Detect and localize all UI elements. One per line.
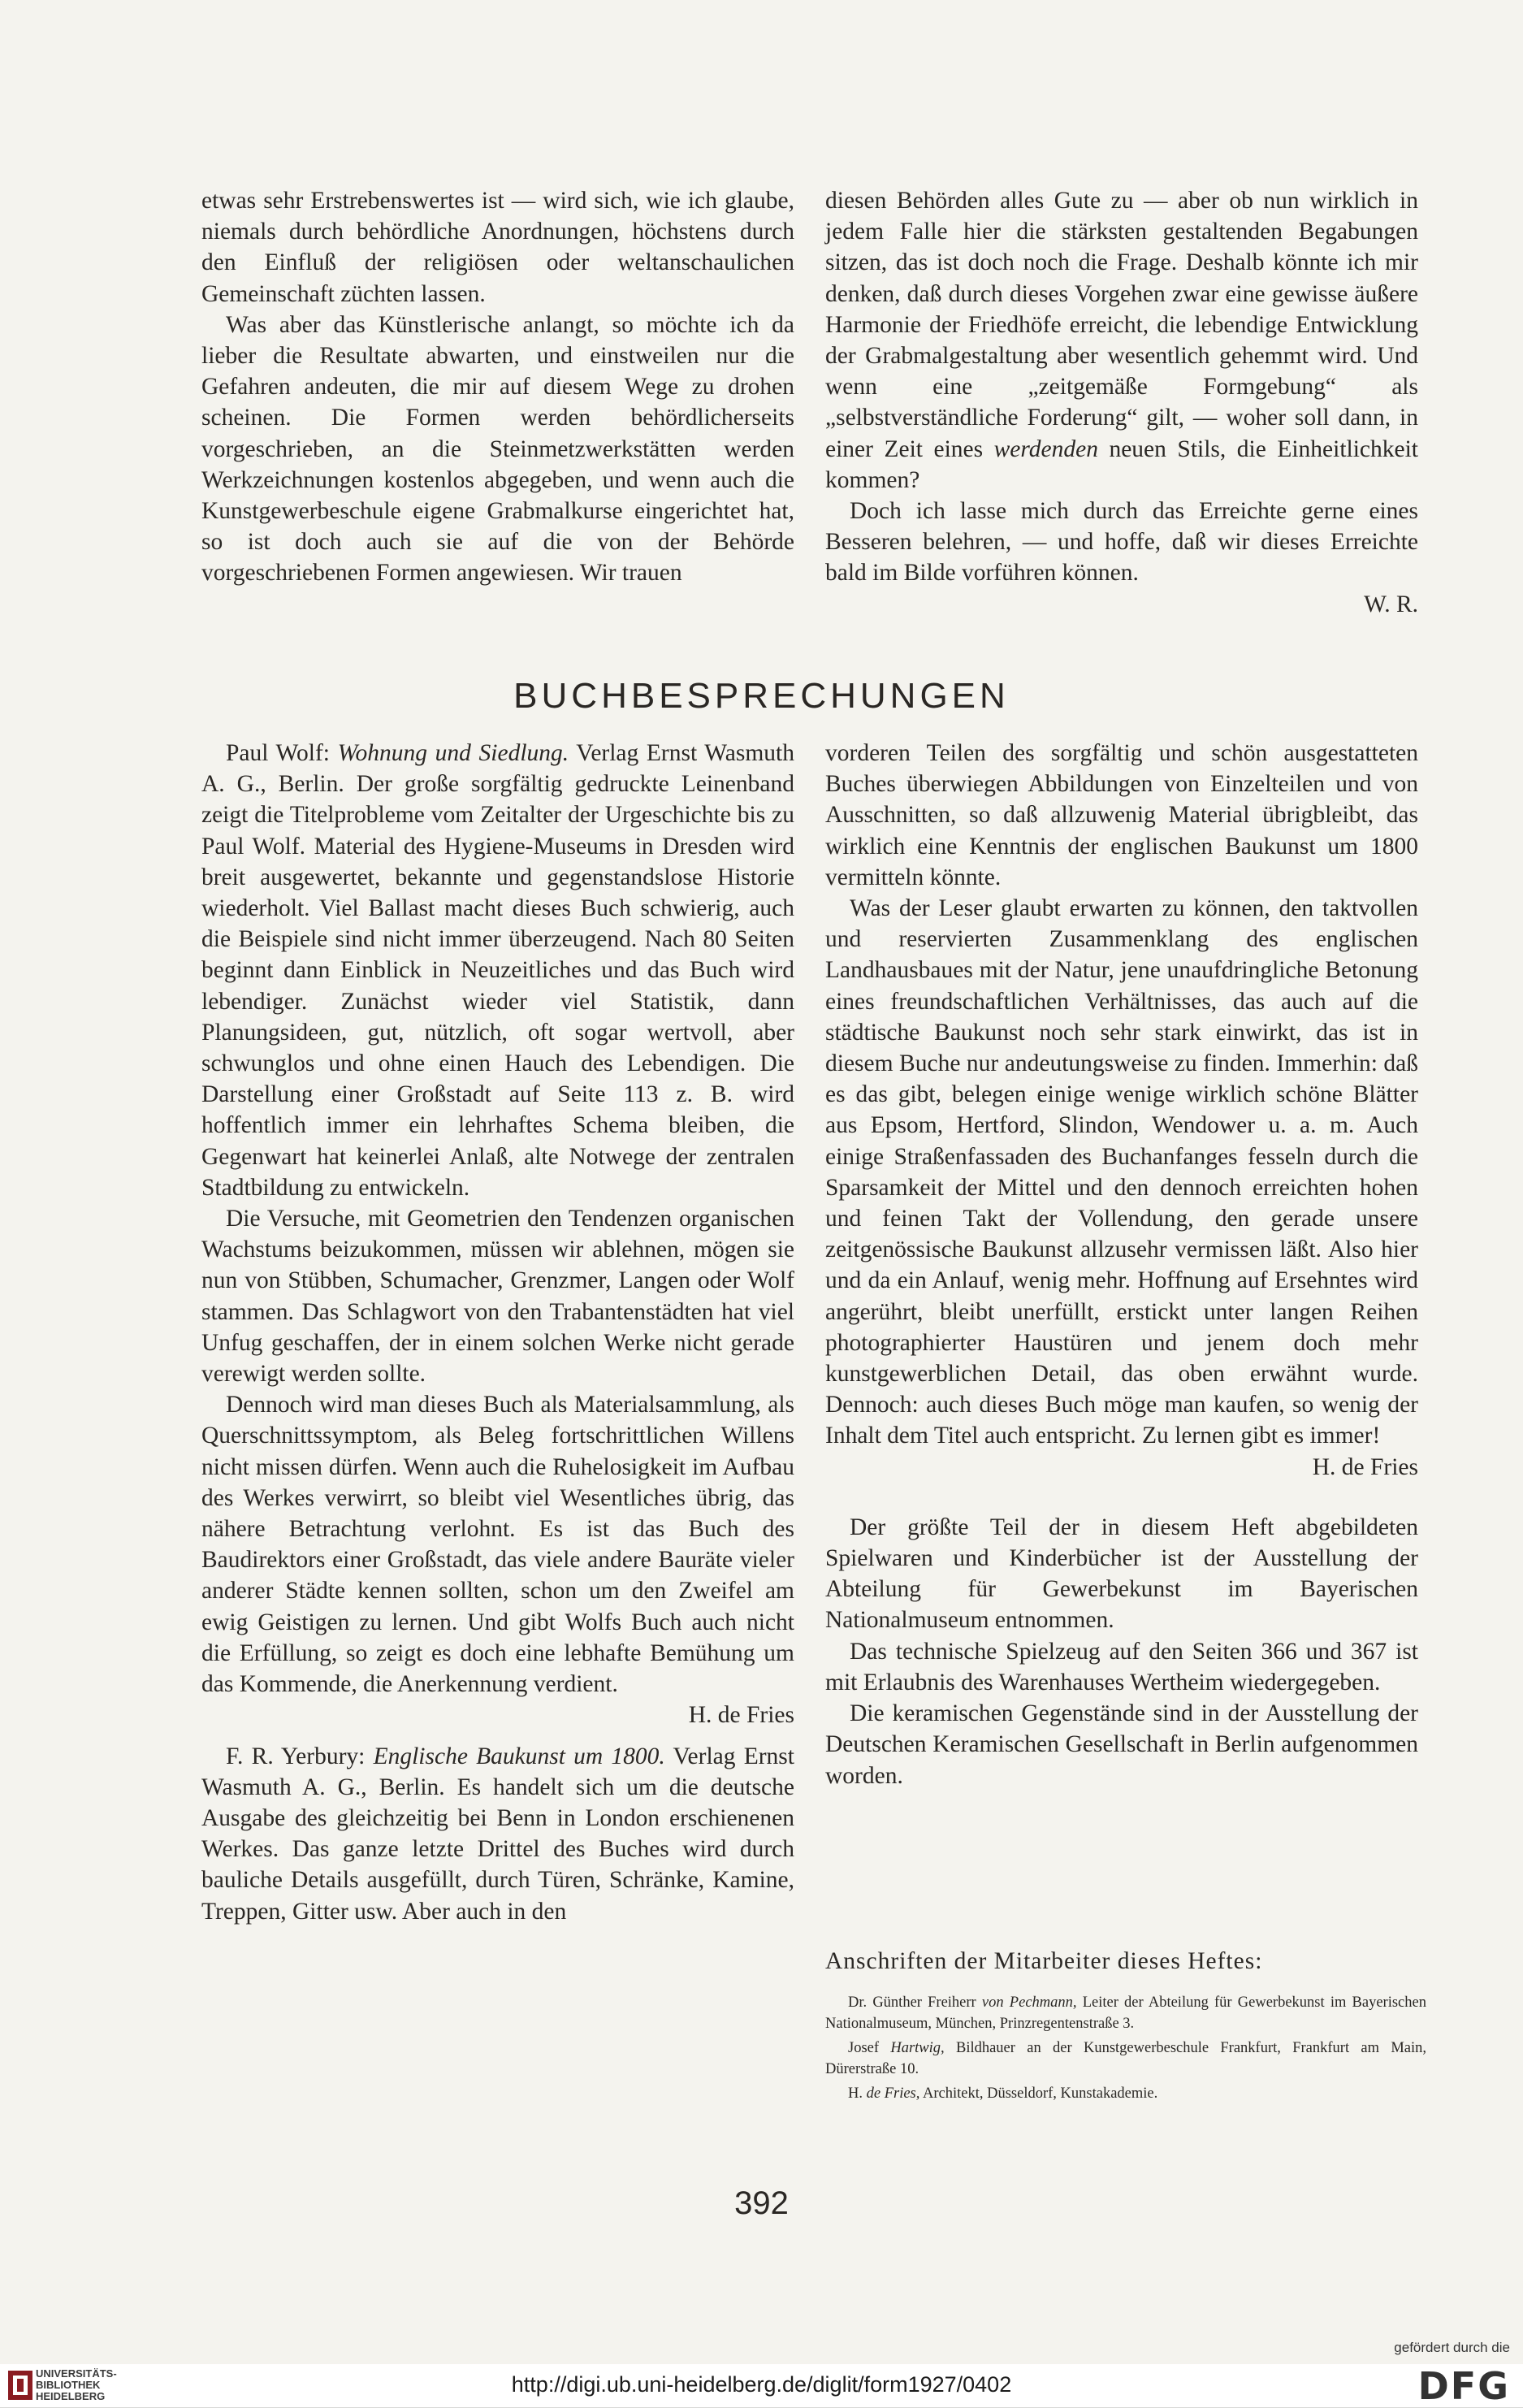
credit-entry: H. de Fries, Architekt, Düsseldorf, Kunstakademie. xyxy=(848,2085,1158,2102)
page-number: 392 xyxy=(734,2185,789,2221)
note-paragraph: Das technische Spielzeug auf den Seiten 366 und 367 ist mit Erlaubnis des Warenhauses Wertheim wiedergegeben. xyxy=(825,1638,1418,1696)
section-heading: BUCHBESPRECHUNGEN xyxy=(513,676,1010,716)
note-paragraph: Die keramischen Gegenstände sind in der Ausstellung der Deutschen Keramischen Gesellschaft in Berlin aufgenommen worden. xyxy=(825,1700,1418,1789)
review-paragraph: Paul Wolf: Wohnung und Siedlung. Verlag Ernst Wasmuth A. G., Berlin. Der große sorgfältig gedruckte Leinenband zeigt die Titelprobleme vom Zeitalter der Urgeschichte bis zu Paul Wolf. Material des Hygiene-Museums in Dresden wird breit ausgewertet, bekannte und gegenstandslose Historie wiederholt. Viel Ballast macht dieses Buch schwierig, auch die Beispiele sind nicht immer überzeugend. Nach 80 Seiten beginnt dann Einblick in Neuzeitliches und das Buch wird lebendiger. Zunächst wieder viel Statistik, dann Planungsideen, gut, nützlich, oft sogar wertvoll, aber schwunglos und ohne einen Hauch des Lebendigen. Die Darstellung einer Großstadt auf Seite 113 z. B. wird hoffentlich immer ein lehrhaftes Schema bleiben, die Gegenwart hat keinerlei Anlaß, alte Notwege der zentralen Stadtbildung zu entwickeln. xyxy=(201,740,794,1201)
paragraph: Doch ich lasse mich durch das Erreichte gerne eines Besseren belehren, — und hoffe, daß wir dieses Erreichte bald im Bilde vorführen können. xyxy=(825,498,1418,587)
footer-bar xyxy=(0,2340,1523,2408)
signature: W. R. xyxy=(1364,591,1418,617)
paragraph: diesen Behörden alles Gute zu — aber ob nun wirklich in jedem Falle hier die stärksten gestaltenden Begabungen sitzen, das ist doch noch die Frage. Deshalb könnte ich mir denken, daß durch dieses Vorgehen zwar eine gewisse äußere Harmonie der Friedhöfe erreicht, die lebendige Entwicklung der Grabmalgestaltung aber wesentlich gehemmt wird. Und wenn eine „zeitgemäße Formgebung“ als „selbstverständliche Forderung“ gilt, — woher soll dann, in einer Zeit eines werdenden neuen Stils, die Einheitlichkeit kommen? xyxy=(825,188,1418,493)
book-title: Englische Baukunst um 1800. xyxy=(373,1743,665,1769)
review-paragraph: Was der Leser glaubt erwarten zu können, den taktvollen und reservierten Zusammenklang des englischen Landhausbaues mit der Natur, jene unaufdringliche Betonung eines freundschaftlichen Verhältnisses, das auch auf die städtische Baukunst noch sehr stark einwirkt, das ist in diesem Buche nur andeutungsweise zu finden. Immerhin: daß es das gibt, belegen einige wenige wirklich schöne Blätter aus Epsom, Hertford, Slindon, Wendower u. a. m. Auch einige Straßenfassaden des Buchanfanges fesseln durch die Sparsamkeit der Mittel und den dennoch erreichten hohen und feinen Takt der Vollendung, den gerade unsere zeitgenössische Baukunst allzusehr vermissen läßt. Also hier und da ein Anlauf, wenig mehr. Hoffnung auf Ersehntes wird angerührt, bleibt unerfüllt, erstickt unter langen Reihen photographierter Haustüren und jenem doch mehr kunstgewerblichen Detail, das oben erwähnt wurde. Dennoch: auch dieses Buch möge man kaufen, so wenig der Inhalt dem Titel auch entspricht. Zu lernen gibt es immer! xyxy=(825,895,1418,1449)
dfg-logo: DFG xyxy=(1417,2364,1510,2408)
signature: H. de Fries xyxy=(688,1702,794,1729)
signature: H. de Fries xyxy=(1312,1453,1418,1480)
paragraph: etwas sehr Erstrebenswertes ist — wird sich, wie ich glaube, niemals durch behördliche Anordnungen, höchstens durch den Einfluß der religiösen oder weltanschaulichen Gemeinschaft züchten lassen. xyxy=(201,188,794,307)
review-paragraph: Dennoch wird man dieses Buch als Materialsammlung, als Querschnittssymptom, als Beleg fortschrittlichen Willens nicht missen dürfen. Wenn auch die Ruhelosigkeit im Aufbau des Werkes verwirrt, so bleibt viel Wesentliches übrig, das nähere Betrachtung verlohnt. Es ist das Buch des Baudirektors einer Großstadt, das viele andere Bauräte vieler anderer Städte kennen sollten, schon um den Zweifel am ewig Geistigen zu lernen. Und gibt Wolfs Buch auch nicht die Erfüllung, so zeigt es doch eine lebhafte Bemühung um das Kommende, die Anerkennung verdient. xyxy=(201,1392,794,1698)
credit-entry: Josef Hartwig, Bildhauer an der Kunstgewerbeschule Frankfurt, Frankfurt am Main, Dürerstraße 10. xyxy=(825,2040,1426,2077)
emphasis: werdenden xyxy=(993,435,1098,462)
funding-text: gefördert durch die xyxy=(1394,2340,1510,2355)
left-column-reviews xyxy=(201,738,794,1927)
credits-title: Anschriften der Mitarbeiter dieses Heftes: xyxy=(825,1948,1263,1974)
review-paragraph: F. R. Yerbury: Englische Baukunst um 1800. Verlag Ernst Wasmuth A. G., Berlin. Es handelt sich um die deutsche Ausgabe des gleichzeitig bei Benn in London erschienenen Werkes. Das ganze letzte Drittel des Buches wird durch bauliche Details ausgefüllt, durch Türen, Schränke, Kamine, Treppen, Gitter usw. Aber auch in den xyxy=(201,1743,794,1925)
right-column-reviews xyxy=(825,738,1418,1791)
source-url-link[interactable]: http://digi.ub.uni-heidelberg.de/diglit/form1927/0402 xyxy=(511,2372,1012,2397)
left-column-top xyxy=(201,185,794,589)
review-author: F. R. Yerbury: xyxy=(226,1743,374,1769)
right-column-top xyxy=(825,185,1418,620)
review-author: Paul Wolf: xyxy=(226,740,338,766)
review-paragraph: Die Versuche, mit Geometrien den Tendenzen organischen Wachstums beizukommen, müssen wir ablehnen, mögen sie nun von Stübben, Schumacher, Grenzmer, Langen oder Wolf stammen. Das Schlagwort von den Trabantenstädten hat viel Unfug geschaffen, der in einem solchen Werke nicht gerade verewigt werden sollte. xyxy=(201,1206,794,1388)
credit-entry: Dr. Günther Freiherr von Pechmann, Leiter der Abteilung für Gewerbekunst im Bayerischen Nationalmuseum, München, Prinzregentenstraße 3. xyxy=(825,1994,1426,2032)
paragraph: Was aber das Künstlerische anlangt, so möchte ich da lieber die Resultate abwarten, und einstweilen nur die Gefahren andeuten, die mir auf diesem Wege zu drohen scheinen. Die Formen werden behördlicherseits vorgeschrieben, an die Steinmetzwerkstätten werden Werkzeichnungen kostenlos abgegeben, und wenn auch die Kunstgewerbeschule eigene Grabmalkurse eingerichtet hat, so ist doch auch sie auf die von der Behörde vorgeschriebenen Formen angewiesen. Wir trauen xyxy=(201,311,794,587)
credits-list xyxy=(825,1992,1426,2107)
note-paragraph: Der größte Teil der in diesem Heft abgebildeten Spielwaren und Kinderbücher ist der Ausstellung der Abteilung für Gewerbekunst im Bayerischen Nationalmuseum entnommen. xyxy=(825,1514,1418,1634)
book-title: Wohnung und Siedlung. xyxy=(337,740,569,766)
review-paragraph: vorderen Teilen des sorgfältig und schön ausgestatteten Buches überwiegen Abbildungen von Einzelteilen und von Ausschnitten, so daß allzuwenig Material übrigbleibt, das wirklich eine Kenntnis der englischen Baukunst um 1800 vermitteln könnte. xyxy=(825,740,1418,890)
university-name: UNIVERSITÄTS- BIBLIOTHEK HEIDELBERG xyxy=(36,2367,117,2402)
